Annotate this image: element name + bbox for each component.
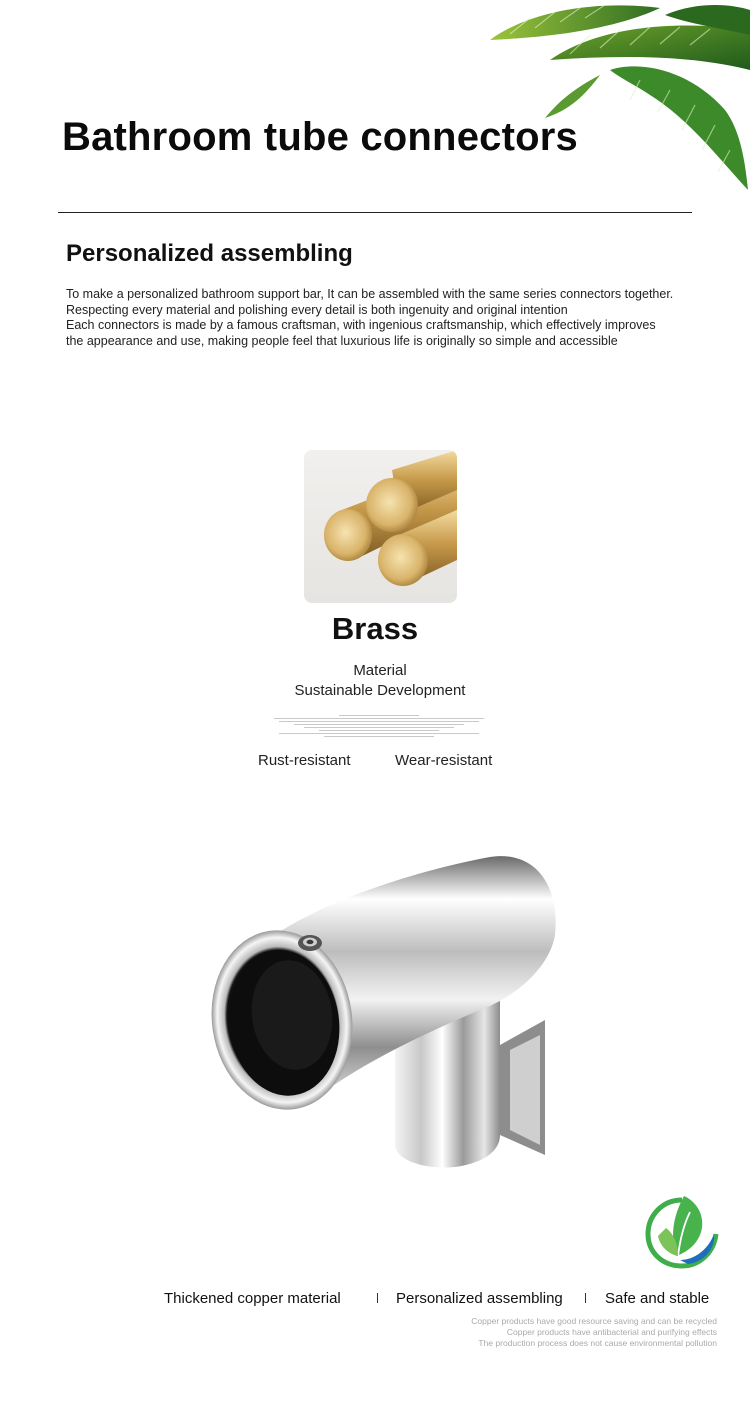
feature-note: Copper products have antibacterial and purifying effects: [506, 1327, 717, 1337]
feature-note: The production process does not cause environmental pollution: [478, 1338, 717, 1348]
paragraph-line: Each connectors is made by a famous craftsman, with ingenious craftsmanship, which effectively improves: [66, 318, 656, 332]
paragraph-line: To make a personalized bathroom support bar, It can be assembled with the same series connectors together.: [66, 287, 674, 301]
brass-rods-image: [304, 450, 457, 603]
section-paragraph: [66, 287, 706, 349]
feature-safe-stable: Safe and stable: [605, 1290, 710, 1307]
feature-thickened-copper: Thickened copper material: [164, 1290, 341, 1307]
page-title: Bathroom tube connectors: [62, 115, 578, 159]
title-divider: [58, 212, 692, 213]
feature-note: Copper products have good resource saving and can be recycled: [471, 1316, 717, 1326]
paragraph-line: Respecting every material and polishing every detail is both ingenuity and original intention: [66, 302, 568, 317]
fine-print-decoration: [270, 713, 488, 737]
section-heading: Personalized assembling: [66, 240, 353, 267]
paragraph-line: the appearance and use, making people feel that luxurious life is originally so simple and accessible: [66, 333, 618, 348]
palm-leaves-icon: [490, 0, 750, 195]
material-label: Material: [353, 662, 407, 679]
chrome-connector-image: [200, 845, 570, 1175]
property-wear-resistant: Wear-resistant: [395, 752, 493, 769]
feature-personalized-assembling: Personalized assembling: [396, 1290, 563, 1307]
material-subtitle: Sustainable Development: [294, 682, 466, 699]
property-rust-resistant: Rust-resistant: [258, 752, 351, 769]
material-name: Brass: [331, 611, 419, 646]
feature-separator: [585, 1293, 586, 1303]
feature-separator: [377, 1293, 378, 1303]
eco-leaf-icon: [644, 1190, 720, 1270]
